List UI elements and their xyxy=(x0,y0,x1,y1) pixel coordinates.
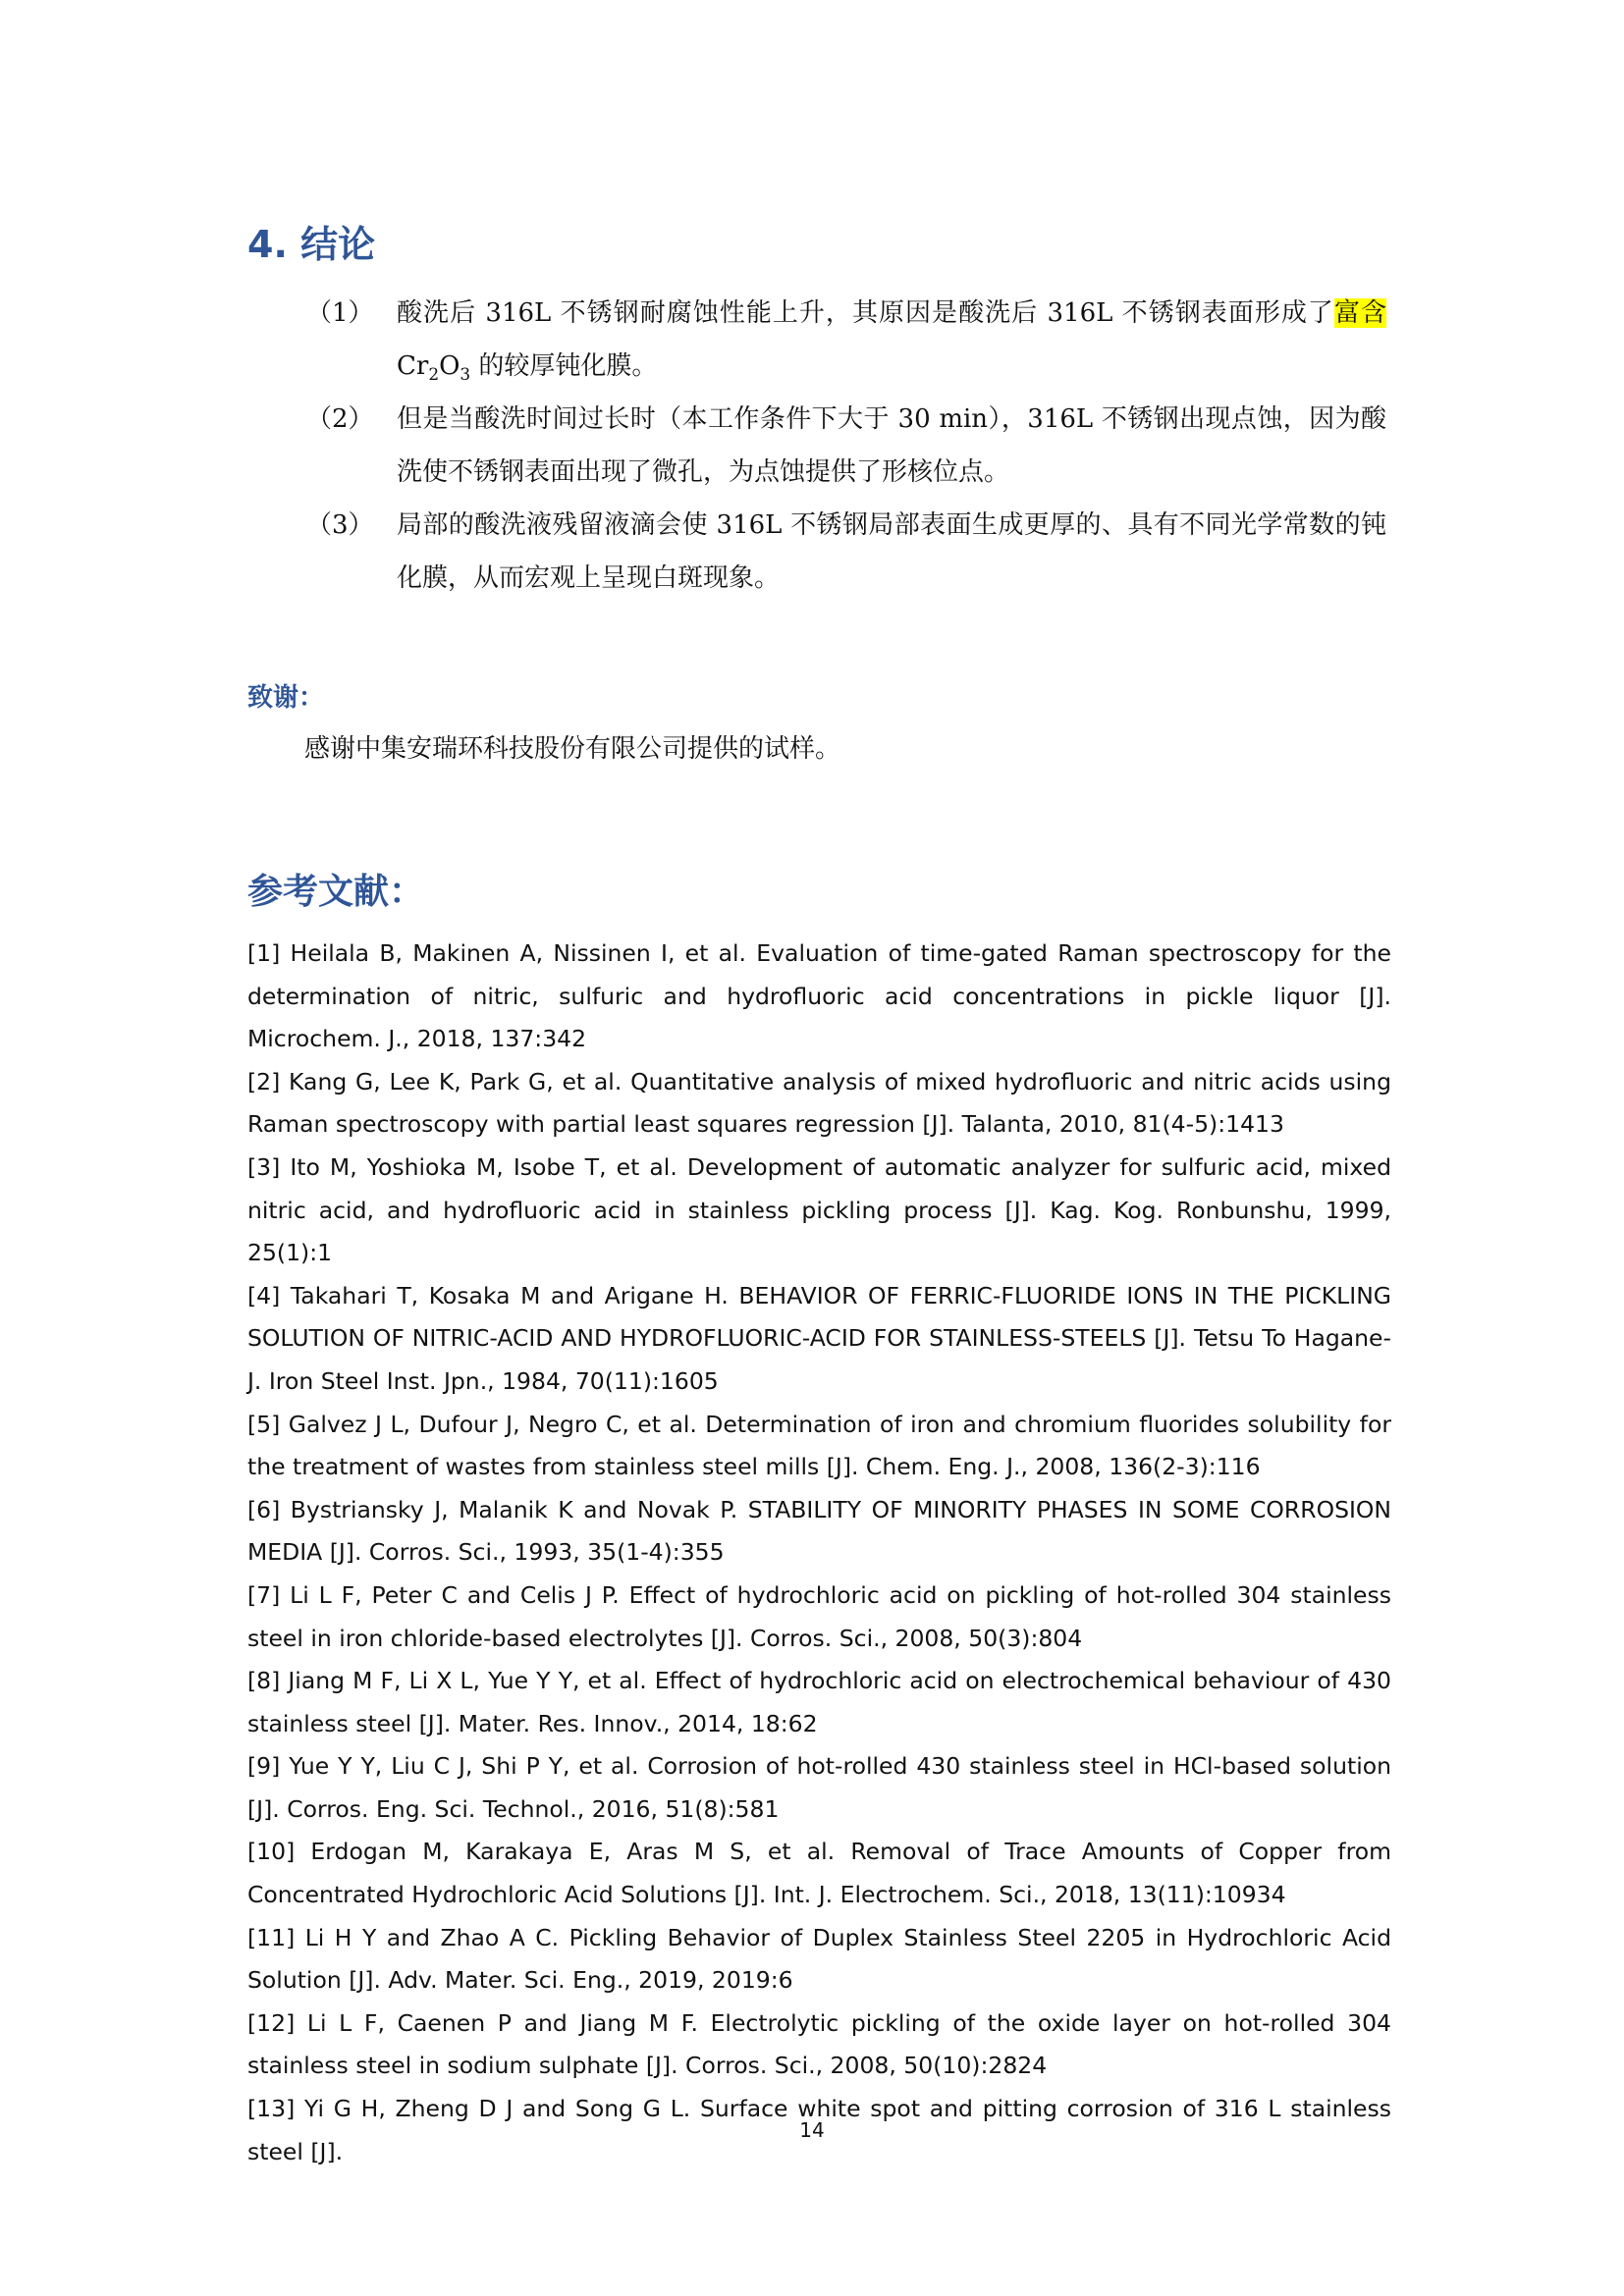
reference-list xyxy=(247,933,1391,2173)
conclusion-item-number: （1） xyxy=(306,298,374,328)
conclusion-item-3 xyxy=(306,499,1386,605)
reference-item: [9] Yue Y Y, Liu C J, Shi P Y, et al. Corrosion of hot-rolled 430 stainless steel in HCl-based solution [J]. Corros. Eng. Sci. Technol., 2016, 51(8):581 xyxy=(247,1752,1391,1823)
reference-item: [8] Jiang M F, Li X L, Yue Y Y, et al. Effect of hydrochloric acid on electrochemical behaviour of 430 stainless steel [J]. Mater. Res. Innov., 2014, 18:62 xyxy=(247,1667,1391,1737)
reference-item: [10] Erdogan M, Karakaya E, Aras M S, et al. Removal of Trace Amounts of Copper from Concentrated Hydrochloric Acid Solutions [J]. Int. J. Electrochem. Sci., 2018, 13(11):10934 xyxy=(247,1838,1391,1909)
highlighted-text: 富含 xyxy=(1333,298,1386,328)
reference-item: [12] Li L F, Caenen P and Jiang M F. Electrolytic pickling of the oxide layer on hot-rolled 304 stainless steel in sodium sulphate [J]. Corros. Sci., 2008, 50(10):2824 xyxy=(247,2008,1391,2080)
conclusion-item-number: （3） xyxy=(306,510,374,540)
reference-item: [4] Takahari T, Kosaka M and Arigane H. BEHAVIOR OF FERRIC-FLUORIDE IONS IN THE PICKLING SOLUTION OF NITRIC-ACID AND HYDROFLUORIC-ACID FOR STAINLESS-STEELS [J]. Tetsu To Hagane-J. Iron Steel Inst. Jpn., 1984, 70(11):1605 xyxy=(247,1281,1391,1395)
reference-item: [7] Li L F, Peter C and Celis J P. Effect of hydrochloric acid on pickling of hot-rolled 304 stainless steel in iron chloride-based electrolytes [J]. Corros. Sci., 2008, 50(3):804 xyxy=(247,1580,1391,1652)
page-number: 14 xyxy=(799,2118,825,2142)
conclusion-text-part: 酸洗后 316L 不锈钢耐腐蚀性能上升，其原因是酸洗后 316L 不锈钢表面形成了 xyxy=(397,298,1334,328)
conclusion-item-text xyxy=(397,287,1386,393)
subscript: 3 xyxy=(460,364,471,385)
conclusion-text-part: O xyxy=(439,351,460,381)
reference-item: [5] Galvez J L, Dufour J, Negro C, et al. Determination of iron and chromium fluorides solubility for the treatment of wastes from stainless steel mills [J]. Chem. Eng. J., 2008, 136(2-3):116 xyxy=(247,1410,1391,1481)
reference-item: [11] Li H Y and Zhao A C. Pickling Behavior of Duplex Stainless Steel 2205 in Hydrochloric Acid Solution [J]. Adv. Mater. Sci. Eng., 2019, 2019:6 xyxy=(247,1923,1391,1995)
reference-item: [1] Heilala B, Makinen A, Nissinen I, et al. Evaluation of time-gated Raman spectroscopy for the determination of nitric, sulfuric and hydrofluoric acid concentrations in pickle liquor [J]. Microchem. J., 2018, 137:342 xyxy=(247,939,1391,1053)
conclusion-heading: 4. 结论 xyxy=(247,223,376,266)
conclusion-item-number: （2） xyxy=(306,404,374,434)
conclusion-text-part: 的较厚钝化膜。 xyxy=(470,351,658,381)
acknowledgement-text: 感谢中集安瑞环科技股份有限公司提供的试样。 xyxy=(304,734,841,764)
reference-item: [2] Kang G, Lee K, Park G, et al. Quantitative analysis of mixed hydrofluoric and nitric acids using Raman spectroscopy with partial least squares regression [J]. Talanta, 2010, 81(4-5):1413 xyxy=(247,1067,1391,1139)
conclusion-item-text: 但是当酸洗时间过长时（本工作条件下大于 30 min），316L 不锈钢出现点蚀，因为酸洗使不锈钢表面出现了微孔，为点蚀提供了形核位点。 xyxy=(397,404,1386,487)
conclusion-text-part: Cr xyxy=(397,351,429,381)
acknowledgement-heading: 致谢： xyxy=(247,683,325,713)
conclusion-item-1 xyxy=(306,287,1386,393)
reference-item: [3] Ito M, Yoshioka M, Isobe T, et al. Development of automatic analyzer for sulfuric acid, mixed nitric acid, and hydrofluoric acid in stainless pickling process [J]. Kag. Kog. Ronbunshu, 1999, 25(1):1 xyxy=(247,1152,1391,1267)
reference-item: [13] Yi G H, Zheng D J and Song G L. Surface white spot and pitting corrosion of 316 L stainless steel [J]. xyxy=(247,2095,1391,2165)
subscript: 2 xyxy=(428,364,440,385)
conclusion-item-text: 局部的酸洗液残留液滴会使 316L 不锈钢局部表面生成更厚的、具有不同光学常数的钝化膜，从而宏观上呈现白斑现象。 xyxy=(397,510,1386,593)
conclusion-item-2 xyxy=(306,393,1386,499)
reference-item: [6] Bystriansky J, Malanik K and Novak P. STABILITY OF MINORITY PHASES IN SOME CORROSION MEDIA [J]. Corros. Sci., 1993, 35(1-4):355 xyxy=(247,1495,1391,1567)
references-heading: 参考文献： xyxy=(247,872,425,912)
